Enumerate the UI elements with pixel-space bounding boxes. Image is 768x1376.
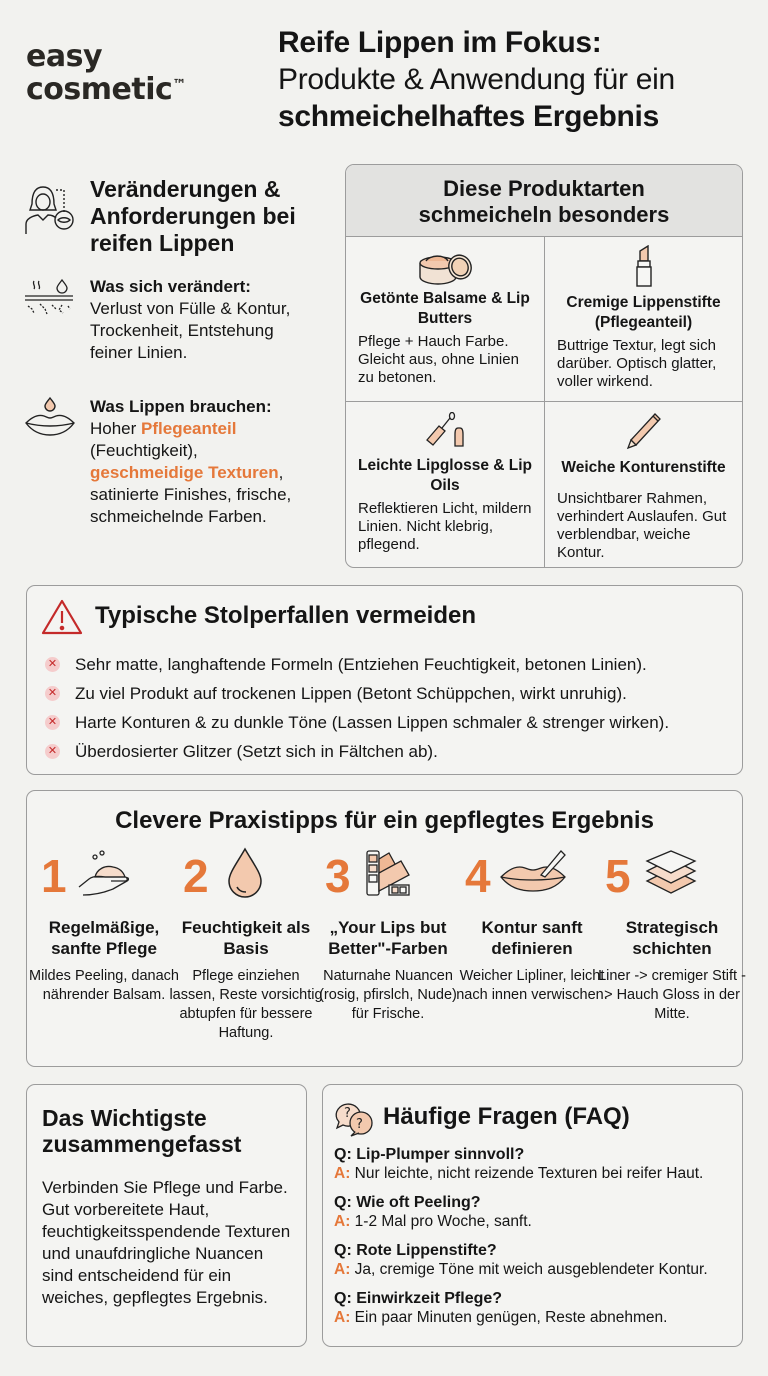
- pitfalls-heading: Typische Stolperfallen vermeiden: [95, 602, 477, 629]
- changes-item-what-changes: [90, 276, 315, 364]
- summary-card: [26, 1084, 307, 1347]
- pitfalls-list: [45, 650, 669, 766]
- tip-text: Weicher Lipliner, leicht nach innen verwischen.: [456, 968, 608, 1003]
- tip-text: Naturnahe Nuancen (rosig, pfirslch, Nude) für Frische.: [319, 968, 457, 1022]
- summary-text: Verbinden Sie Pflege und Farbe. Gut vorbereitete Haut, feuchtigkeitsspendende Texturen und unaufdringliche Nuancen sind entscheidend für ein weiches, gepflegtes Ergebnis.: [42, 1178, 291, 1307]
- tip-number: 5: [605, 850, 631, 902]
- tip-title: Strategisch schichten: [625, 918, 719, 958]
- product-text: Buttrige Textur, legt sich darüber. Optisch glatter, voller wirkend.: [557, 337, 717, 390]
- tip-text: Mildes Peeling, danach nährender Balsam.: [29, 968, 179, 1003]
- title-line3: schmeichelhaftes Ergebnis: [278, 100, 659, 133]
- lipstick-icon: [633, 245, 655, 287]
- x-icon: ✕: [45, 686, 60, 701]
- products-heading: Diese Produktarten schmeicheln besonders: [346, 165, 742, 237]
- faq-question: Q: Wie oft Peeling?: [334, 1194, 481, 1211]
- pitfall-item: ✕ Überdosierter Glitzer (Setzt sich in Fältchen ab).: [45, 737, 669, 766]
- summary-heading: Das Wichtigste zusammengefasst: [42, 1105, 242, 1157]
- lips-liner-icon: [499, 847, 567, 895]
- faq-item: [334, 1193, 734, 1231]
- highlight-pflegeanteil: Pflegeanteil: [141, 419, 237, 438]
- products-card: [345, 164, 743, 568]
- faq-card: [322, 1084, 743, 1347]
- lipgloss-icon: [423, 412, 467, 448]
- svg-text:?: ?: [356, 1117, 363, 1132]
- faq-question: Q: Lip-Plumper sinnvoll?: [334, 1146, 525, 1163]
- faq-question: Q: Rote Lippenstifte?: [334, 1242, 497, 1259]
- tips-card: [26, 790, 746, 1067]
- x-icon: ✕: [45, 657, 60, 672]
- hand-foam-icon: [75, 849, 137, 899]
- pitfall-item: ✕ Sehr matte, langhaftende Formeln (Entziehen Feuchtigkeit, betonen Linien).: [45, 650, 669, 679]
- product-title: Weiche Konturenstifte: [561, 459, 726, 476]
- changes-item1-text: Verlust von Fülle & Kontur, Trockenheit, Entstehung feiner Linien.: [90, 299, 291, 362]
- faq-item: [334, 1289, 734, 1327]
- faq-item: [334, 1241, 734, 1279]
- product-title: Leichte Lipglosse & Lip Oils: [358, 457, 532, 494]
- page-title: [278, 24, 675, 135]
- product-item: [544, 402, 742, 568]
- changes-heading: Veränderungen & Anforderungen bei reifen Lippen: [90, 176, 296, 256]
- faq-heading: Häufige Fragen (FAQ): [383, 1103, 630, 1130]
- faq-question: Q: Einwirkzeit Pflege?: [334, 1290, 503, 1307]
- tip-number: 1: [41, 850, 67, 902]
- tip-number: 3: [325, 850, 351, 902]
- color-swatch-icon: [365, 849, 413, 899]
- tip-text: Pflege einziehen lassen, Reste vorsichtig abtupfen für bessere Haftung.: [169, 968, 323, 1041]
- pitfall-item: ✕ Harte Konturen & zu dunkle Töne (Lassen Lippen schmaler & strenger wirken).: [45, 708, 669, 737]
- brand-logo: [26, 40, 186, 106]
- faq-answer: A: 1-2 Mal pro Woche, sanft.: [334, 1213, 532, 1230]
- faq-answer: A: Ein paar Minuten genügen, Reste abnehmen.: [334, 1309, 668, 1326]
- woman-lips-icon: [24, 182, 76, 238]
- brand-line1: easy: [26, 39, 103, 74]
- title-line1: Reife Lippen im Fokus:: [278, 26, 602, 59]
- changes-item2-title: Was Lippen brauchen:: [90, 397, 272, 416]
- svg-text:?: ?: [344, 1106, 351, 1121]
- faq-item: [334, 1145, 734, 1183]
- tip-title: „Your Lips but Better"-Farben: [328, 918, 448, 958]
- highlight-texturen: geschmeidige Texturen: [90, 463, 279, 482]
- product-item: [544, 237, 742, 402]
- tip-title: Kontur sanft definieren: [481, 918, 583, 958]
- product-text: Pflege + Hauch Farbe. Gleicht aus, ohne Linien zu betonen.: [358, 333, 519, 386]
- tip-text: Liner -> cremiger Stift -> Hauch Gloss in der Mitte.: [598, 968, 746, 1022]
- pencil-icon: [623, 410, 665, 450]
- faq-list: [334, 1145, 734, 1337]
- dry-skin-icon: [24, 278, 74, 318]
- tips-heading: Clevere Praxistipps für ein gepflegtes Ergebnis: [115, 807, 654, 834]
- title-line2: Produkte & Anwendung für ein: [278, 63, 675, 96]
- faq-answer: A: Ja, cremige Töne mit weich ausgeblendeter Kontur.: [334, 1261, 708, 1278]
- x-icon: ✕: [45, 715, 60, 730]
- pitfall-item: ✕ Zu viel Produkt auf trockenen Lippen (Betont Schüppchen, wirkt unruhig).: [45, 679, 669, 708]
- drop-icon: [225, 847, 265, 899]
- tip-title: Regelmäßige, sanfte Pflege: [48, 918, 160, 958]
- balm-jar-icon: [416, 249, 474, 285]
- x-icon: ✕: [45, 744, 60, 759]
- product-title: Getönte Balsame & Lip Butters: [360, 290, 530, 327]
- changes-item-what-lips-need: Was Lippen brauchen: Hoher Pflegeanteil (Feuchtigkeit), geschmeidige Texturen, satinierte Finishes, frische, schmeichelnde Farben.: [90, 397, 292, 526]
- tip-number: 4: [465, 850, 491, 902]
- layers-icon: [645, 849, 697, 897]
- warning-icon: [41, 598, 83, 636]
- tip-number: 2: [183, 850, 209, 902]
- brand-line2: cosmetic™: [26, 72, 186, 107]
- product-text: Unsichtbarer Rahmen, verhindert Auslaufen. Gut verblendbar, weiche Kontur.: [557, 490, 727, 561]
- product-title: Cremige Lippenstifte (Pflegeanteil): [566, 294, 721, 331]
- question-bubbles-icon: [333, 1097, 377, 1137]
- product-text: Reflektieren Licht, mildern Linien. Nicht klebrig, pflegend.: [358, 500, 532, 553]
- faq-answer: A: Nur leichte, nicht reizende Texturen bei reifer Haut.: [334, 1165, 704, 1182]
- product-item: [346, 237, 544, 402]
- changes-item1-title: Was sich verändert:: [90, 277, 251, 296]
- pitfalls-card: [26, 585, 743, 775]
- product-item: [346, 402, 544, 568]
- lips-drop-icon: [24, 396, 76, 440]
- tip-title: Feuchtigkeit als Basis: [181, 918, 311, 958]
